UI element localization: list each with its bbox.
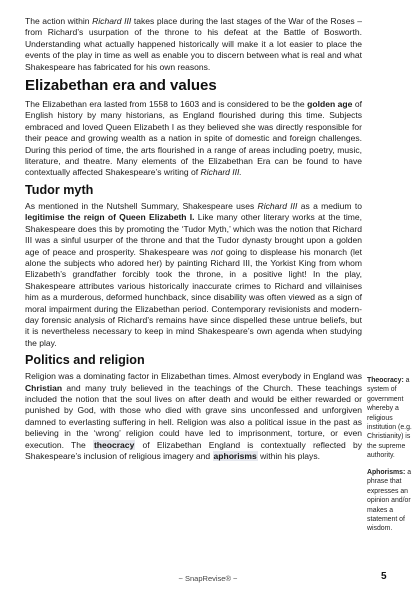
italic-text: Richard III. xyxy=(200,167,242,178)
sidenote-aphorisms xyxy=(367,468,415,534)
text-run: going to displease his monarch (let alone the subjects who adored her) by painting Richard III, the Yorkist King from whom Elizabeth’s grandfather forcibly took the throne, in a positive light! In the play, Shakespeare attributes various historically inaccurate crimes to Richard and villainises him as a murderous, deformed hunchback, since disability was often viewed as a sign of moral impairment during the Elizabethan period. Contemporary revisionists and modern-day forensic analysis of Richard’s remains have since dispelled these untrue beliefs, but it is nevertheless necessary to keep in mind Shakespeare’s own agenda when studying the play. xyxy=(25,246,363,348)
bold-text: golden age xyxy=(307,99,353,110)
italic-text: Richard III xyxy=(92,16,132,26)
text-run: of English history by many historians, as England flourished during this time. Subjects embraced and loved Queen Elizabeth I as they believed she was directly responsible for their peace and growing wealth as a nation in spite of domestic and foreign challenges. During this period of time, the arts flourished in a range of areas including poetry, music, literature, and theatre. Many elements of the Elizabethan Era can be found to have contextually affected Shakespeare’s writing of xyxy=(25,99,362,178)
subheading-tudor-myth: Tudor myth xyxy=(25,182,94,197)
sidenote-term: Theocracy: xyxy=(367,377,404,384)
tudor-paragraph xyxy=(25,201,362,349)
page-number: 5 xyxy=(381,571,387,582)
sidenote-term: Aphorisms: xyxy=(367,469,406,476)
subheading-politics-religion: Politics and religion xyxy=(25,353,145,368)
sidenote-definition: a phrase that expresses an opinion and/or makes a statement of wisdom. xyxy=(367,469,412,533)
text-run: Like many other literary works at the time, Shakespeare does this by promoting the ‘Tudor Myth,’ which was the notion that Richard III was a sinful usurper of the throne and that the Tudor dynasty brought upon a golden age of peace and prosperity. Shakespeare was xyxy=(25,212,362,257)
text-run: The Elizabethan era lasted from 1558 to 1603 and is considered to be the xyxy=(25,99,308,110)
text-run: The action within xyxy=(25,16,93,26)
intro-paragraph xyxy=(25,16,362,73)
bold-text: Christian xyxy=(25,382,63,393)
text-run: As mentioned in the Nutshell Summary, Shakespeare uses xyxy=(25,200,258,211)
politics-paragraph xyxy=(25,371,362,462)
sidenote-theocracy xyxy=(367,376,415,461)
text-run: Religion was a dominating factor in Elizabethan times. Almost everybody in England was xyxy=(25,371,362,382)
highlighted-term: aphorisms xyxy=(213,451,257,461)
italic-text: Richard III xyxy=(257,200,298,211)
bold-text: legitimise the reign of Queen Elizabeth I. xyxy=(25,212,195,223)
highlighted-term: theocracy xyxy=(93,439,135,450)
sidenote-definition: a system of government whereby a religious institution (e.g. Christianity) is the supreme authority. xyxy=(367,377,412,460)
text-run: as a medium to xyxy=(297,200,362,211)
text-run: within his plays. xyxy=(257,451,320,461)
text-run: of Elizabethan England is contextually reflected by Shakespeare’s inclusion of religious imagery and xyxy=(25,439,362,461)
era-paragraph xyxy=(25,99,362,179)
text-run: and many truly believed in the teachings of the Church. These teachings included the notion that the soul lives on after death and would be either rewarded or punished by God, with those who died with grave sins unconfessed and unforgiven damned to everlasting suffering in hell. Religion was also a political issue in the past as believing in the ‘wrong’ religion could have led to imprisonment, torture, or even execution. The xyxy=(25,382,362,450)
main-text-column xyxy=(25,16,362,466)
italic-text: not xyxy=(210,246,223,257)
footer-brand: ~ SnapRevise® ~ xyxy=(178,574,238,583)
text-run: takes place during the last stages of the War of the Roses – from Richard’s usurpation of the throne to his defeat at the Battle of Bosworth. Understanding what actually happened historically will make it a lot easier to place the events of the play in time as well as enable you to discern between what is real and what Shakespeare has fabricated for his own reasons. xyxy=(25,16,363,72)
section-heading-elizabethan-era: Elizabethan era and values xyxy=(25,77,217,95)
